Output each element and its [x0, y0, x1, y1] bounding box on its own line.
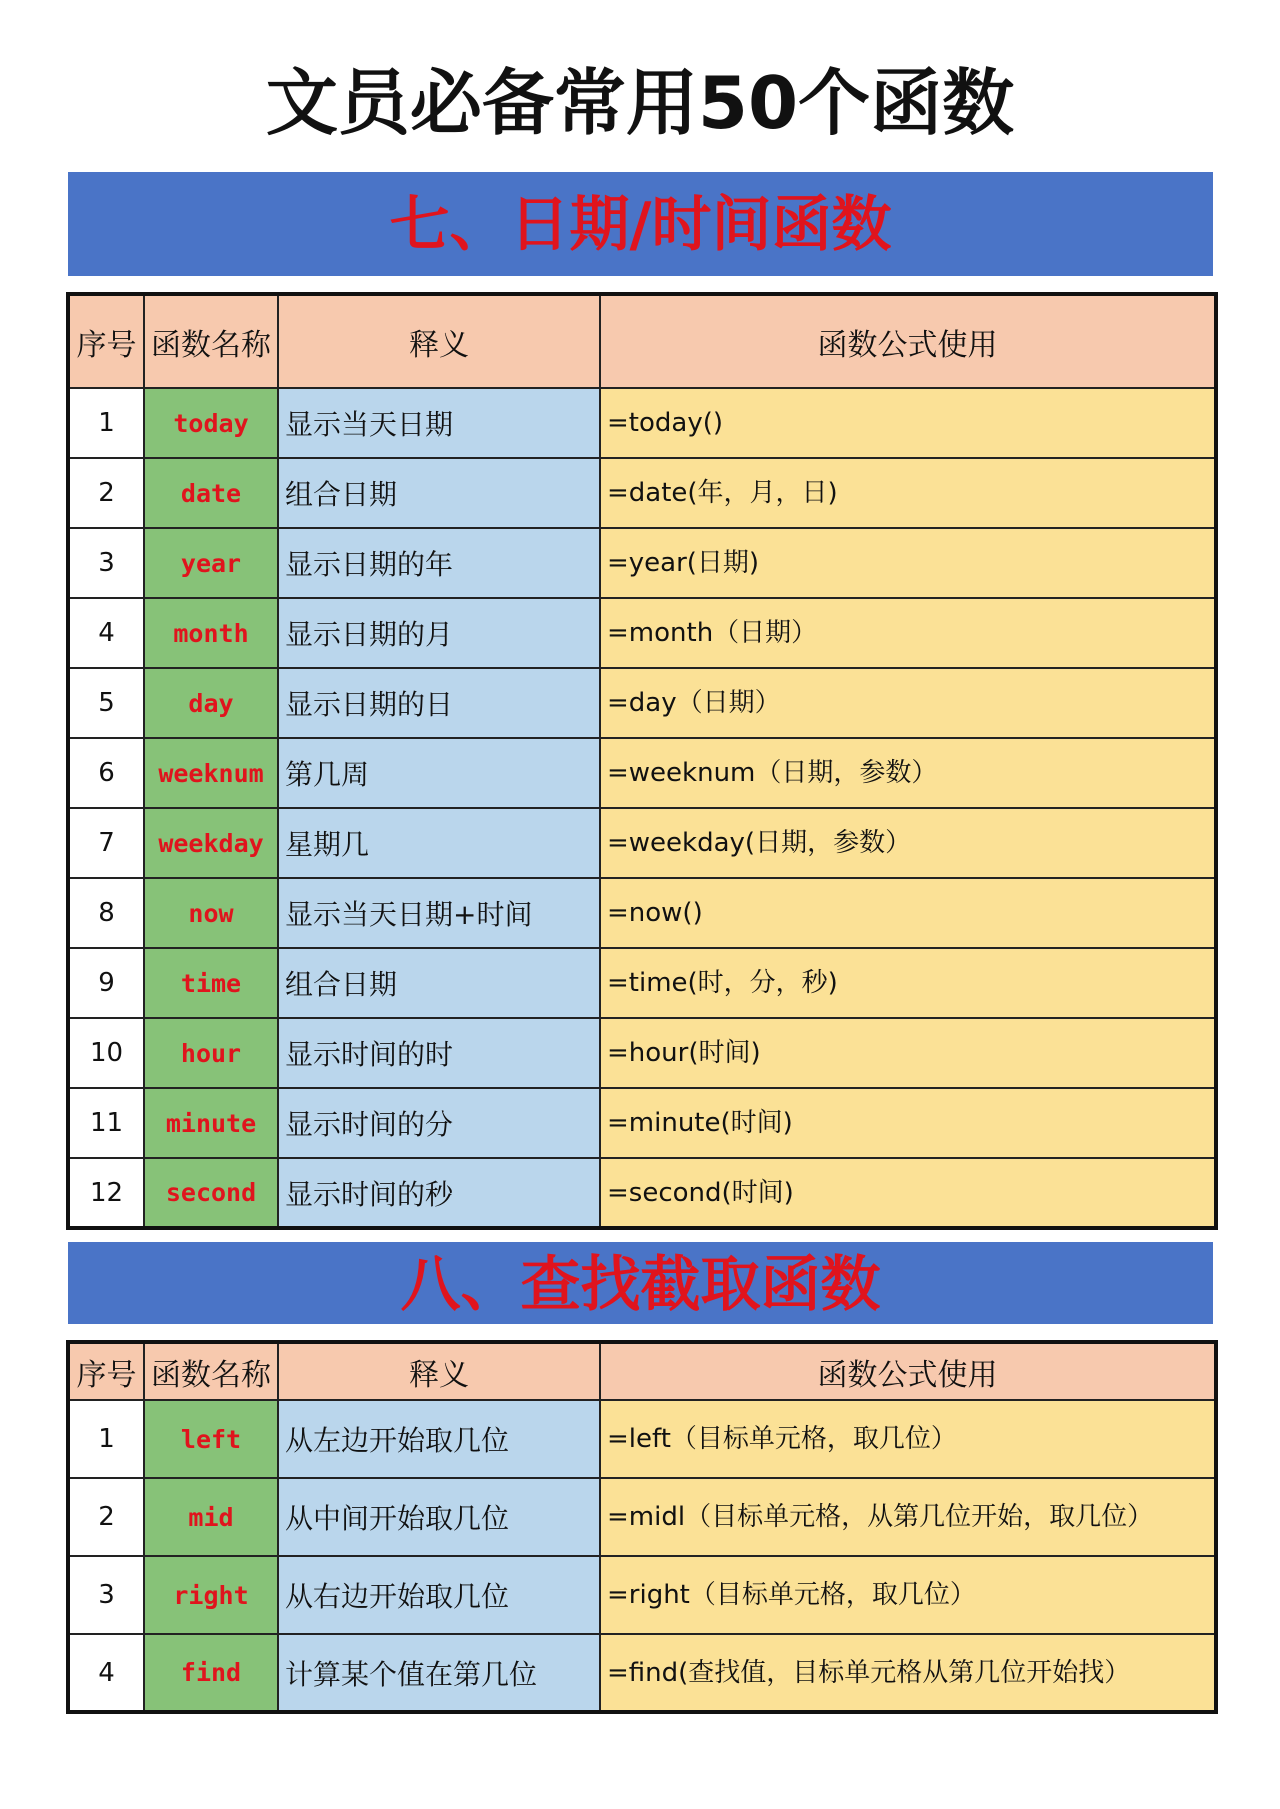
row-number: 4 [68, 598, 144, 668]
function-description: 从右边开始取几位 [278, 1556, 600, 1634]
function-description: 星期几 [278, 808, 600, 878]
row-number: 1 [68, 388, 144, 458]
row-number: 10 [68, 1018, 144, 1088]
function-name: year [144, 528, 278, 598]
function-formula: =right（目标单元格，取几位） [600, 1556, 1216, 1634]
table-row [68, 458, 1216, 528]
function-description: 显示当天日期 [278, 388, 600, 458]
column-header-no: 序号 [68, 294, 144, 388]
row-number: 3 [68, 528, 144, 598]
lookup-functions-table [66, 1340, 1218, 1714]
row-number: 4 [68, 1634, 144, 1712]
function-formula: =day（日期） [600, 668, 1216, 738]
column-header-desc: 释义 [278, 1342, 600, 1400]
row-number: 6 [68, 738, 144, 808]
function-name: now [144, 878, 278, 948]
function-formula: =second(时间) [600, 1158, 1216, 1228]
function-name: right [144, 1556, 278, 1634]
function-formula: =hour(时间) [600, 1018, 1216, 1088]
row-number: 2 [68, 458, 144, 528]
table-row [68, 878, 1216, 948]
function-description: 组合日期 [278, 458, 600, 528]
table-row [68, 1478, 1216, 1556]
column-header-name: 函数名称 [144, 1342, 278, 1400]
function-formula: =left（目标单元格，取几位） [600, 1400, 1216, 1478]
row-number: 1 [68, 1400, 144, 1478]
row-number: 11 [68, 1088, 144, 1158]
section-heading-datetime: 七、日期/时间函数 [68, 172, 1213, 276]
table-header-row [68, 1342, 1216, 1400]
table-row [68, 1556, 1216, 1634]
function-formula: =weeknum（日期，参数） [600, 738, 1216, 808]
function-description: 从中间开始取几位 [278, 1478, 600, 1556]
table-row [68, 1634, 1216, 1712]
function-description: 计算某个值在第几位 [278, 1634, 600, 1712]
function-description: 从左边开始取几位 [278, 1400, 600, 1478]
function-name: mid [144, 1478, 278, 1556]
column-header-formula: 函数公式使用 [600, 1342, 1216, 1400]
row-number: 7 [68, 808, 144, 878]
table-row [68, 948, 1216, 1018]
function-name: hour [144, 1018, 278, 1088]
table-row [68, 668, 1216, 738]
row-number: 2 [68, 1478, 144, 1556]
column-header-no: 序号 [68, 1342, 144, 1400]
function-name: month [144, 598, 278, 668]
function-name: find [144, 1634, 278, 1712]
row-number: 9 [68, 948, 144, 1018]
column-header-name: 函数名称 [144, 294, 278, 388]
function-name: day [144, 668, 278, 738]
function-name: time [144, 948, 278, 1018]
function-name: left [144, 1400, 278, 1478]
section-heading-lookup: 八、查找截取函数 [68, 1242, 1213, 1324]
function-description: 显示时间的分 [278, 1088, 600, 1158]
function-formula: =date(年，月，日) [600, 458, 1216, 528]
function-description: 显示日期的日 [278, 668, 600, 738]
function-description: 第几周 [278, 738, 600, 808]
table-row [68, 1018, 1216, 1088]
function-name: today [144, 388, 278, 458]
table-row [68, 388, 1216, 458]
row-number: 12 [68, 1158, 144, 1228]
row-number: 5 [68, 668, 144, 738]
page-title: 文员必备常用50个函数 [265, 61, 1015, 145]
function-description: 显示时间的时 [278, 1018, 600, 1088]
function-formula: =find(查找值，目标单元格从第几位开始找） [600, 1634, 1216, 1712]
row-number: 3 [68, 1556, 144, 1634]
function-name: minute [144, 1088, 278, 1158]
function-formula: =year(日期) [600, 528, 1216, 598]
function-description: 显示当天日期+时间 [278, 878, 600, 948]
column-header-formula: 函数公式使用 [600, 294, 1216, 388]
function-formula: =today() [600, 388, 1216, 458]
table-row [68, 1400, 1216, 1478]
table-row [68, 808, 1216, 878]
datetime-functions-table [66, 292, 1218, 1230]
table-header-row [68, 294, 1216, 388]
table-row [68, 738, 1216, 808]
column-header-desc: 释义 [278, 294, 600, 388]
function-name: weeknum [144, 738, 278, 808]
table-row [68, 1158, 1216, 1228]
function-name: weekday [144, 808, 278, 878]
table-row [68, 1088, 1216, 1158]
function-description: 组合日期 [278, 948, 600, 1018]
function-name: date [144, 458, 278, 528]
function-description: 显示时间的秒 [278, 1158, 600, 1228]
function-formula: =minute(时间) [600, 1088, 1216, 1158]
function-formula: =month（日期） [600, 598, 1216, 668]
function-formula: =midl（目标单元格，从第几位开始，取几位） [600, 1478, 1216, 1556]
function-description: 显示日期的年 [278, 528, 600, 598]
function-name: second [144, 1158, 278, 1228]
row-number: 8 [68, 878, 144, 948]
function-formula: =weekday(日期，参数） [600, 808, 1216, 878]
table-row [68, 528, 1216, 598]
function-formula: =time(时，分，秒) [600, 948, 1216, 1018]
function-formula: =now() [600, 878, 1216, 948]
table-row [68, 598, 1216, 668]
function-description: 显示日期的月 [278, 598, 600, 668]
